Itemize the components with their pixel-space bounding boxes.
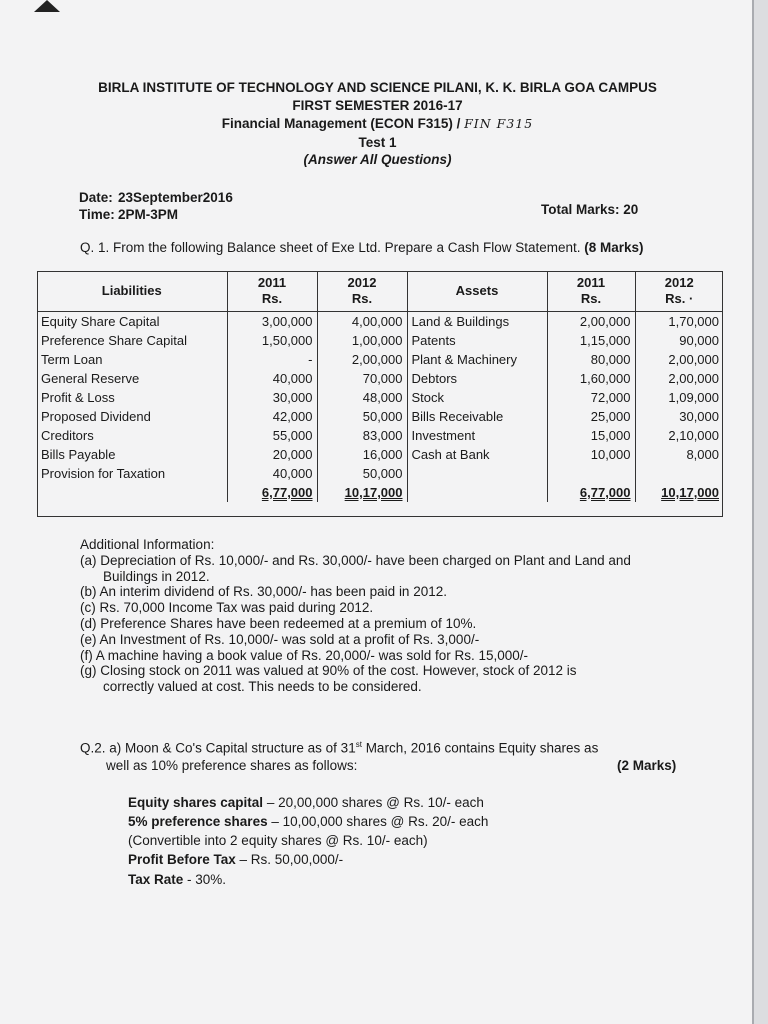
page-edge — [752, 0, 768, 1024]
q2-line2: well as 10% preference shares as follows: — [106, 758, 358, 773]
asset-name: Patents — [407, 331, 547, 350]
course-handwritten-code: FIN F315 — [464, 116, 534, 131]
asset-2012: 90,000 — [635, 331, 723, 350]
asset-2011: 2,00,000 — [547, 312, 635, 332]
liability-name: Proposed Dividend — [41, 409, 151, 424]
table-row — [37, 369, 723, 388]
asset-2012: 2,00,000 — [635, 369, 723, 388]
l2012-header — [317, 271, 407, 312]
liability-2012: 48,000 — [317, 388, 407, 407]
liability-name: Preference Share Capital — [41, 333, 187, 348]
pbt-label: Profit Before Tax — [128, 852, 236, 867]
liability-2011: - — [227, 350, 317, 369]
test-title: Test 1 — [358, 135, 397, 150]
table-row — [37, 350, 723, 369]
a2012-header — [635, 271, 723, 312]
asset-2011: 15,000 — [547, 426, 635, 445]
table-row — [37, 445, 723, 464]
q1-marks: (8 Marks) — [584, 240, 644, 255]
q2-intro — [80, 740, 598, 756]
liability-name: Profit & Loss — [41, 390, 115, 405]
additional-item: (c) Rs. 70,000 Income Tax was paid during 2012. — [80, 600, 374, 616]
table-row — [37, 426, 723, 445]
q2-intro-sup: st — [355, 740, 362, 749]
totals-blank — [37, 483, 227, 502]
liability-2012: 16,000 — [317, 445, 407, 464]
table-row — [37, 388, 723, 407]
a2011-header — [547, 271, 635, 312]
liability-name: Creditors — [41, 428, 94, 443]
total-l11-value: 6,77,000 — [261, 485, 313, 500]
a2012-year: 2012 — [664, 275, 694, 290]
liability-2012: 83,000 — [317, 426, 407, 445]
time-value: 2PM-3PM — [118, 207, 179, 222]
liability-2011: 20,000 — [227, 445, 317, 464]
tax-value: - 30%. — [183, 872, 227, 887]
liability-2012: 4,00,000 — [317, 312, 407, 332]
asset-name — [407, 464, 547, 483]
asset-2012: 2,10,000 — [635, 426, 723, 445]
total-l12-value: 10,17,000 — [344, 485, 403, 500]
l2011-header — [227, 271, 317, 312]
liability-2012: 50,000 — [317, 407, 407, 426]
additional-item: (b) An interim dividend of Rs. 30,000/- has been paid in 2012. — [80, 584, 447, 600]
q2-intro-a: Q.2. a) Moon & Co's Capital structure as of 31 — [80, 740, 356, 756]
liability-2011: 42,000 — [227, 407, 317, 426]
pbt-value: – Rs. 50,00,000/- — [235, 852, 344, 867]
equity-label: Equity shares capital — [128, 795, 264, 810]
liability-name: Provision for Taxation — [41, 466, 166, 481]
asset-2011: 1,15,000 — [547, 331, 635, 350]
additional-item: (d) Preference Shares have been redeemed at a premium of 10%. — [80, 615, 477, 631]
liability-name: Equity Share Capital — [41, 314, 160, 329]
additional-information — [80, 537, 631, 695]
totals-row — [37, 483, 723, 502]
total-a11-value: 6,77,000 — [579, 485, 631, 500]
totals-asset-blank — [407, 483, 547, 502]
additional-item-continuation: correctly valued at cost. This needs to be considered. — [103, 679, 422, 695]
time-label: Time: — [79, 207, 115, 222]
a2012-unit: Rs. · — [665, 291, 694, 306]
date-label: Date: — [79, 190, 113, 205]
equity-shares-line — [128, 795, 484, 810]
liability-2012: 2,00,000 — [317, 350, 407, 369]
course-name: Financial Management (ECON F315) / — [221, 116, 461, 131]
asset-name: Stock — [407, 388, 547, 407]
table-row — [37, 312, 723, 332]
a2011-year: 2011 — [576, 275, 606, 290]
total-a12-value: 10,17,000 — [661, 485, 719, 500]
asset-name: Cash at Bank — [407, 445, 547, 464]
equity-value: – 20,00,000 shares @ Rs. 10/- each — [263, 795, 484, 810]
tax-rate-line — [128, 872, 226, 887]
total-l11 — [227, 483, 317, 502]
liabilities-header: Liabilities — [37, 271, 227, 312]
additional-item: (g) Closing stock on 2011 was valued at 90% of the cost. However, stock of 2012 is — [80, 663, 577, 679]
asset-2011 — [547, 464, 635, 483]
table-body — [37, 312, 723, 484]
semester-title: FIRST SEMESTER 2016-17 — [292, 98, 463, 113]
asset-2012: 30,000 — [635, 407, 723, 426]
convertible-line: (Convertible into 2 equity shares @ Rs. 10/- each) — [128, 833, 428, 848]
asset-2011: 80,000 — [547, 350, 635, 369]
asset-name: Debtors — [407, 369, 547, 388]
additional-items — [80, 553, 631, 695]
table-header-row — [37, 271, 723, 312]
q1-text — [80, 240, 644, 255]
asset-2012: 8,000 — [635, 445, 723, 464]
table-row — [37, 464, 723, 483]
liability-2012: 50,000 — [317, 464, 407, 483]
tax-label: Tax Rate — [128, 872, 184, 887]
l2011-year: 2011 — [257, 275, 287, 290]
l2012-unit: Rs. — [351, 291, 373, 306]
a2011-unit: Rs. — [580, 291, 602, 306]
asset-2011: 1,60,000 — [547, 369, 635, 388]
asset-2012: 1,09,000 — [635, 388, 723, 407]
institute-title: BIRLA INSTITUTE OF TECHNOLOGY AND SCIENCE PILANI, K. K. BIRLA GOA CAMPUS — [98, 80, 657, 95]
total-marks: Total Marks: 20 — [541, 202, 639, 217]
asset-2012 — [635, 464, 723, 483]
table-row — [37, 407, 723, 426]
asset-2012: 1,70,000 — [635, 312, 723, 332]
pref-label: 5% preference shares — [128, 814, 268, 829]
pbt-line — [128, 852, 343, 867]
liability-2012: 1,00,000 — [317, 331, 407, 350]
l2012-year: 2012 — [347, 275, 377, 290]
assets-header: Assets — [407, 271, 547, 312]
l2011-unit: Rs. — [261, 291, 283, 306]
additional-item: (f) A machine having a book value of Rs. 20,000/- was sold for Rs. 15,000/- — [80, 647, 528, 663]
asset-name: Bills Receivable — [407, 407, 547, 426]
asset-2012: 2,00,000 — [635, 350, 723, 369]
asset-2011: 72,000 — [547, 388, 635, 407]
additional-item: (a) Depreciation of Rs. 10,000/- and Rs. 30,000/- have been charged on Plant and Land and — [80, 552, 631, 568]
additional-item-continuation: Buildings in 2012. — [103, 568, 210, 584]
liability-2011: 3,00,000 — [227, 312, 317, 332]
punch-mark — [34, 0, 60, 12]
date-value: 23September2016 — [118, 190, 233, 205]
q2-marks: (2 Marks) — [617, 758, 677, 773]
instructions: (Answer All Questions) — [303, 152, 452, 167]
asset-name: Plant & Machinery — [407, 350, 547, 369]
liability-2012: 70,000 — [317, 369, 407, 388]
asset-2011: 25,000 — [547, 407, 635, 426]
pref-value: – 10,00,000 shares @ Rs. 20/- each — [267, 814, 489, 829]
balance-sheet-table — [37, 271, 723, 502]
liability-name: General Reserve — [41, 371, 140, 386]
liability-2011: 1,50,000 — [227, 331, 317, 350]
q2-intro-b: March, 2016 contains Equity shares as — [361, 740, 599, 756]
asset-name: Investment — [407, 426, 547, 445]
liability-name: Bills Payable — [41, 447, 116, 462]
additional-item: (e) An Investment of Rs. 10,000/- was sold at a profit of Rs. 3,000/- — [80, 631, 480, 647]
q1-question: Q. 1. From the following Balance sheet of Exe Ltd. Prepare a Cash Flow Statement. — [80, 240, 581, 255]
liability-2011: 40,000 — [227, 464, 317, 483]
preference-shares-line — [128, 814, 488, 829]
table-row — [37, 331, 723, 350]
liability-2011: 30,000 — [227, 388, 317, 407]
liability-name: Term Loan — [41, 352, 103, 367]
liability-2011: 55,000 — [227, 426, 317, 445]
total-a12 — [635, 483, 723, 502]
asset-name: Land & Buildings — [407, 312, 547, 332]
total-l12 — [317, 483, 407, 502]
total-a11 — [547, 483, 635, 502]
asset-2011: 10,000 — [547, 445, 635, 464]
course-title — [0, 116, 755, 131]
liability-2011: 40,000 — [227, 369, 317, 388]
additional-title: Additional Information: — [80, 537, 215, 552]
